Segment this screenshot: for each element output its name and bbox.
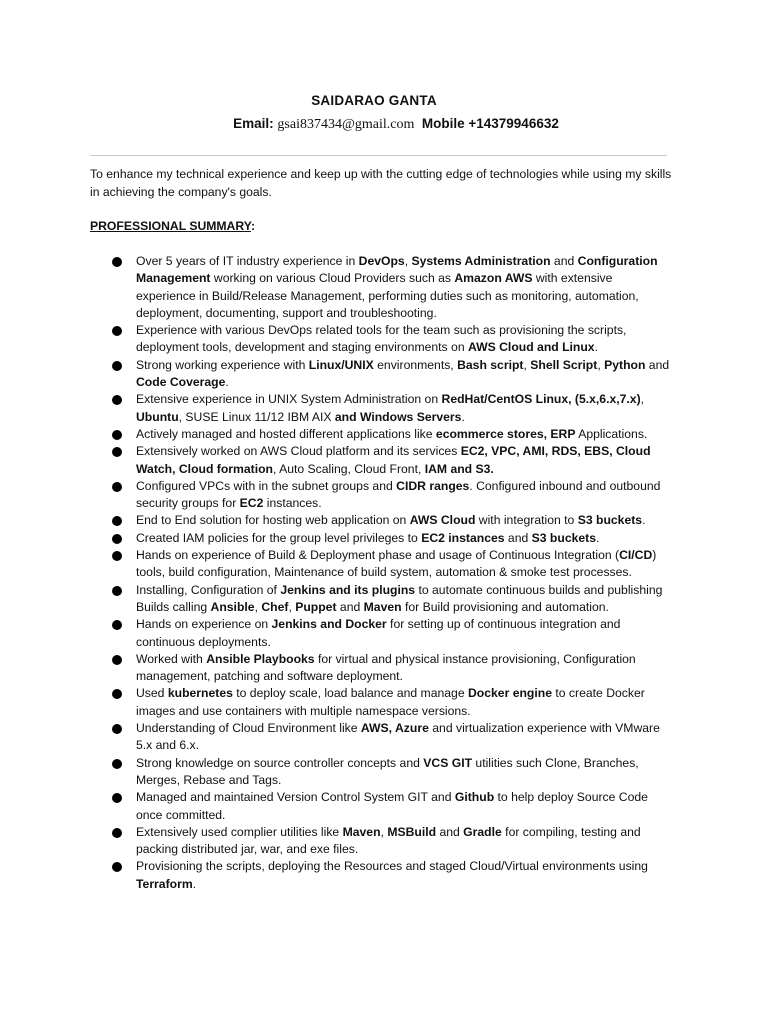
bullet-text: , [640, 392, 645, 407]
summary-bullet-item [112, 512, 672, 529]
bullet-text: to deploy scale, load balance and manage [232, 686, 468, 701]
summary-bullet-list [112, 253, 672, 893]
bullet-text: , [254, 599, 262, 614]
bullet-emphasis-text: Configuration Management [136, 254, 658, 286]
bullet-emphasis-text: DevOps [358, 254, 405, 268]
bullet-text: , Auto Scaling, Cloud Front, [272, 461, 425, 476]
bullet-dot-icon [112, 516, 122, 526]
section-heading-text: PROFESSIONAL SUMMARY [90, 219, 251, 233]
bullet-text: Understanding of Cloud Environment like [136, 721, 361, 736]
bullet-emphasis-text: Gradle [463, 824, 502, 839]
bullet-text: , [288, 599, 296, 614]
candidate-name: SAIDARAO GANTA [311, 93, 437, 108]
bullet-text: to create Docker images and use containers with multiple namespace versions. [136, 686, 645, 718]
bullet-emphasis-text: Systems Administration [411, 254, 551, 268]
bullet-text: Applications. [575, 426, 648, 441]
bullet-emphasis-text: Jenkins and Docker [271, 617, 387, 632]
bullet-dot-icon [112, 724, 122, 734]
bullet-text: and [645, 357, 670, 372]
summary-bullet-item [112, 824, 672, 859]
summary-bullet-item [112, 582, 672, 617]
bullet-dot-icon [112, 586, 122, 596]
bullet-text: , [597, 357, 605, 372]
bullet-text: . [461, 409, 465, 424]
bullet-emphasis-text: kubernetes [167, 686, 233, 701]
bullet-emphasis-text: Shell Script [530, 357, 598, 372]
summary-bullet-item [112, 357, 672, 392]
bullet-text: to help deploy Source Code once committed. [136, 790, 648, 822]
bullet-text: utilities such Clone, Branches, Merges, Rebase and Tags. [136, 755, 639, 787]
bullet-emphasis-text: Ansible Playbooks [206, 651, 315, 666]
bullet-text: for virtual and physical instance provisioning, Configuration management, patching and software deployment. [136, 651, 636, 684]
bullet-emphasis-text: AWS, Azure [360, 721, 429, 736]
bullet-emphasis-text: Jenkins and its plugins [280, 582, 416, 597]
bullet-text: Extensively used complier utilities like [136, 824, 343, 839]
bullet-dot-icon [112, 655, 122, 665]
bullet-text: . [225, 375, 229, 390]
bullet-emphasis-text: and Windows Servers [334, 409, 462, 424]
bullet-text: . [596, 530, 600, 545]
summary-bullet-item [112, 478, 672, 513]
bullet-dot-icon [112, 395, 122, 405]
contact-line [0, 116, 768, 133]
summary-bullet-item [112, 391, 672, 426]
bullet-emphasis-text: Puppet [295, 599, 337, 614]
bullet-emphasis-text: Bash script [457, 357, 524, 372]
bullet-dot-icon [112, 862, 122, 872]
bullet-emphasis-text: IAM and S3. [424, 461, 494, 476]
bullet-text: Strong working experience with [136, 357, 309, 372]
bullet-text: Hands on experience of Build & Deployment phase and usage of Continuous Integration ( [136, 548, 620, 563]
header-divider [90, 155, 667, 156]
summary-bullet-item [112, 443, 672, 478]
bullet-text: Used [136, 686, 168, 701]
bullet-text: . [642, 513, 646, 528]
bullet-text: Extensive experience in UNIX System Administration on [136, 392, 442, 407]
bullet-dot-icon [112, 828, 122, 838]
bullet-text: for setting up of continuous integration and continuous deployments. [136, 617, 621, 649]
bullet-text: . Configured inbound and outbound security groups for [136, 478, 661, 511]
section-heading-colon: : [250, 219, 255, 233]
bullet-emphasis-text: ecommerce stores, ERP [435, 426, 576, 441]
bullet-emphasis-text: EC2 [239, 496, 264, 511]
email-address[interactable]: gsai837434@gmail.com [277, 117, 415, 132]
bullet-text: Actively managed and hosted different applications like [136, 426, 436, 441]
bullet-dot-icon [112, 447, 122, 457]
bullet-emphasis-text: Python [604, 357, 646, 372]
bullet-text: and virtualization experience with VMware 5.x and 6.x. [136, 721, 660, 753]
bullet-dot-icon [112, 793, 122, 803]
bullet-emphasis-text: S3 buckets [531, 530, 596, 545]
bullet-emphasis-text: MSBuild [387, 824, 437, 839]
bullet-text: . [192, 876, 197, 891]
bullet-dot-icon [112, 482, 122, 492]
bullet-text: and [336, 599, 364, 614]
bullet-text: Configured VPCs with in the subnet groups and [136, 478, 397, 493]
email-label: Email: [233, 116, 274, 131]
summary-bullet-item [112, 858, 672, 893]
summary-bullet-item [112, 685, 672, 720]
bullet-text: Managed and maintained Version Control System GIT and [136, 790, 455, 805]
objective-paragraph: To enhance my technical experience and keep up with the cutting edge of technologies while using my skills in achieving the company's goals. [90, 167, 672, 199]
bullet-text: and [550, 254, 578, 268]
section-heading-professional-summary [90, 219, 255, 233]
mobile-number: +14379946632 [468, 116, 559, 131]
bullet-emphasis-text: S3 buckets [577, 513, 643, 528]
bullet-emphasis-text: Maven [342, 824, 381, 839]
summary-bullet-item [112, 322, 672, 357]
bullet-text: for compiling, testing and packing distributed jar, war, and exe files. [136, 824, 641, 857]
bullet-text: Created IAM policies for the group level privileges to [136, 530, 422, 545]
bullet-emphasis-text: CI/CD [619, 548, 653, 563]
bullet-text: , [523, 357, 531, 372]
summary-bullet-item [112, 616, 672, 651]
bullet-text: ) tools, build configuration, Maintenance of build system, automation & smoke test processes. [136, 548, 657, 580]
bullet-dot-icon [112, 257, 122, 267]
mobile-label: Mobile [421, 116, 465, 131]
bullet-text: Extensively worked on AWS Cloud platform and its services [136, 444, 461, 459]
bullet-text: Worked with [136, 651, 207, 666]
summary-bullet-item [112, 253, 672, 322]
bullet-text: , [404, 254, 412, 268]
bullet-emphasis-text: Docker engine [468, 686, 552, 701]
bullet-dot-icon [112, 689, 122, 699]
bullet-emphasis-text: Amazon AWS [454, 271, 533, 286]
bullet-dot-icon [112, 620, 122, 630]
summary-bullet-item [112, 547, 672, 582]
bullet-text: and [436, 824, 464, 839]
bullet-emphasis-text: Ubuntu [136, 409, 179, 424]
bullet-dot-icon [112, 430, 122, 440]
bullet-text: working on various Cloud Providers such as [210, 271, 455, 286]
bullet-emphasis-text: Terraform [136, 876, 193, 891]
bullet-text: , [380, 824, 388, 839]
summary-bullet-item [112, 720, 672, 755]
bullet-emphasis-text: AWS Cloud [409, 513, 476, 528]
bullet-emphasis-text: Linux/UNIX [308, 357, 374, 372]
bullet-text: environments, [373, 357, 458, 372]
bullet-text: Hands on experience on [136, 617, 272, 632]
bullet-dot-icon [112, 759, 122, 769]
bullet-emphasis-text: Maven [363, 599, 402, 614]
bullet-text: with extensive experience in Build/Release Management, performing duties such as monitoring, automation, deployment, documenting, support and troubleshooting. [136, 271, 639, 320]
summary-bullet-item [112, 530, 672, 547]
bullet-emphasis-text: Github [454, 790, 495, 805]
bullet-dot-icon [112, 361, 122, 371]
bullet-text: , SUSE Linux 11/12 IBM AIX [178, 409, 335, 424]
bullet-text: Experience with various DevOps related tools for the team such as provisioning the scripts, deployment tools, development and staging environments on [136, 323, 627, 355]
bullet-emphasis-text: Code Coverage [136, 375, 226, 390]
bullet-text: Over 5 years of IT industry experience in [136, 254, 359, 268]
bullet-emphasis-text: VCS GIT [423, 755, 473, 770]
bullet-text: Provisioning the scripts, deploying the Resources and staged Cloud/Virtual environments using [136, 859, 648, 874]
summary-bullet-item [112, 789, 672, 824]
bullet-text: for Build provisioning and automation. [401, 599, 609, 614]
bullet-emphasis-text: Ansible [210, 599, 255, 614]
bullet-text: End to End solution for hosting web application on [136, 513, 410, 528]
bullet-text: Installing, Configuration of [136, 582, 281, 597]
bullet-dot-icon [112, 534, 122, 544]
bullet-text: and [504, 530, 532, 545]
bullet-text: to automate continuous builds and publishing Builds calling [136, 582, 663, 614]
bullet-text: with integration to [475, 513, 578, 528]
bullet-emphasis-text: EC2 instances [421, 530, 505, 545]
bullet-text: . [594, 340, 598, 355]
bullet-emphasis-text: EC2, VPC, AMI, RDS, EBS, Cloud Watch, Cloud formation [136, 444, 651, 476]
summary-bullet-item [112, 651, 672, 686]
bullet-dot-icon [112, 551, 122, 561]
summary-bullet-item [112, 426, 672, 443]
bullet-emphasis-text: AWS Cloud and Linux [467, 340, 595, 355]
bullet-text: Strong knowledge on source controller concepts and [136, 755, 424, 770]
bullet-emphasis-text: CIDR ranges [396, 478, 470, 493]
bullet-emphasis-text: RedHat/CentOS Linux, (5.x,6.x,7.x) [441, 392, 641, 407]
summary-bullet-item [112, 755, 672, 790]
bullet-emphasis-text: Chef [261, 599, 289, 614]
bullet-text: instances. [263, 496, 322, 511]
bullet-dot-icon [112, 326, 122, 336]
